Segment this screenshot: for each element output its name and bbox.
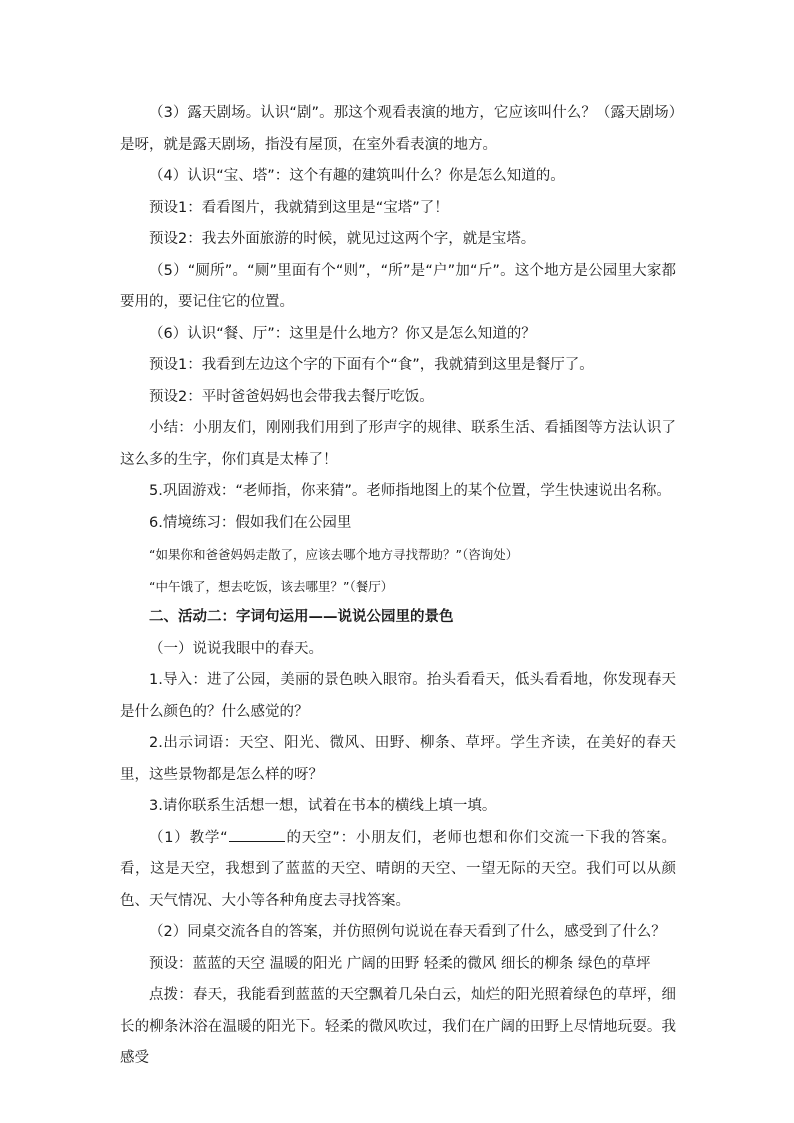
paragraph-show-words: 2.出示词语：天空、阳光、微风、田野、柳条、草坪。学生齐读，在美好的春天里，这些景物都是怎么样的呀？: [120, 735, 676, 783]
subsection-heading-spring: （一）说说我眼中的春天。: [149, 640, 323, 657]
paragraph-ce-suo: （5）“厕所”。“厕”里面有个“则”，“所”是“户”加“斤”。这个地方是公园里大家都要用的，要记住它的位置。: [120, 262, 676, 310]
document-body: [120, 98, 676, 1075]
paragraph-pair-exchange: （2）同桌交流各自的答案，并仿照例句说说在春天看到了什么，感受到了什么？: [149, 924, 666, 940]
paragraph-guidance: 点拨：春天，我能看到蓝蓝的天空飘着几朵白云，灿烂的阳光照着绿色的草坪，细长的柳条沐浴在温暖的阳光下。轻柔的微风吹过，我们在广阔的田野上尽情地玩耍。我感受: [120, 987, 676, 1066]
paragraph-preset-2-bao-ta: 预设2：我去外面旅游的时候，就见过这两个字，就是宝塔。: [149, 231, 536, 247]
paragraph-preset-2-can-ting: 预设2：平时爸爸妈妈也会带我去餐厅吃饭。: [149, 388, 434, 405]
paragraph-fill-blanks: 3.请你联系生活想一想，试着在书本的横线上填一填。: [149, 798, 497, 814]
paragraph-bao-ta: （4）认识“宝、塔”：这个有趣的建筑叫什么？你是怎么知道的。: [149, 168, 565, 184]
paragraph-summary: 小结：小朋友们，刚刚我们用到了形声字的规律、联系生活、看插图等方法认识了这么多的生字，你们真是太棒了！: [120, 420, 676, 468]
paragraph-can-ting: （6）认识“餐、厅”：这里是什么地方？你又是怎么知道的？: [149, 325, 536, 342]
paragraph-lu-tian-ju-chang: （3）露天剧场。认识“剧”。那这个观看表演的地方，它应该叫什么？（露天剧场）是呀，就是露天剧场，指没有屋顶，在室外看表演的地方。: [120, 105, 676, 153]
section-heading-activity-2: 二、活动二：字词句运用——说说公园里的景色: [149, 609, 454, 625]
paragraph-situation: 6.情境练习：假如我们在公园里: [149, 514, 352, 531]
paragraph-teach-sky: [120, 823, 676, 918]
teach-sky-body: 的天空”：小朋友们，老师也想和你们交流一下我的答案。看，这是天空，我想到了蓝蓝的天空、晴朗的天空、一望无际的天空。我们可以从颜色、天气情况、大小等各种角度去寻找答案。: [120, 829, 676, 909]
paragraph-intro: 1.导入：进了公园，美丽的景色映入眼帘。抬头看看天，低头看看地，你发现春天是什么颜色的？什么感觉的？: [120, 672, 676, 720]
teach-sky-lead: （1）教学“: [149, 829, 228, 846]
paragraph-quote-hungry: “中午饿了，想去吃饭，该去哪里？”（餐厅）: [149, 578, 394, 594]
paragraph-preset-1-can-ting: 预设1：我看到左边这个字的下面有个“食”，我就猜到这里是餐厅了。: [149, 357, 594, 373]
fill-in-blank-line: [229, 825, 285, 841]
paragraph-game: 5.巩固游戏：“老师指，你来猜”。老师指地图上的某个位置，学生快速说出名称。: [149, 483, 671, 499]
paragraph-preset-phrases: 预设：蓝蓝的天空 温暖的阳光 广阔的田野 轻柔的微风 细长的柳条 绿色的草坪: [149, 955, 651, 972]
paragraph-quote-lost: “如果你和爸爸妈妈走散了，应该去哪个地方寻找帮助？”（咨询处）: [149, 547, 519, 562]
paragraph-preset-1-bao-ta: 预设1：看看图片，我就猜到这里是“宝塔”了！: [149, 199, 449, 216]
